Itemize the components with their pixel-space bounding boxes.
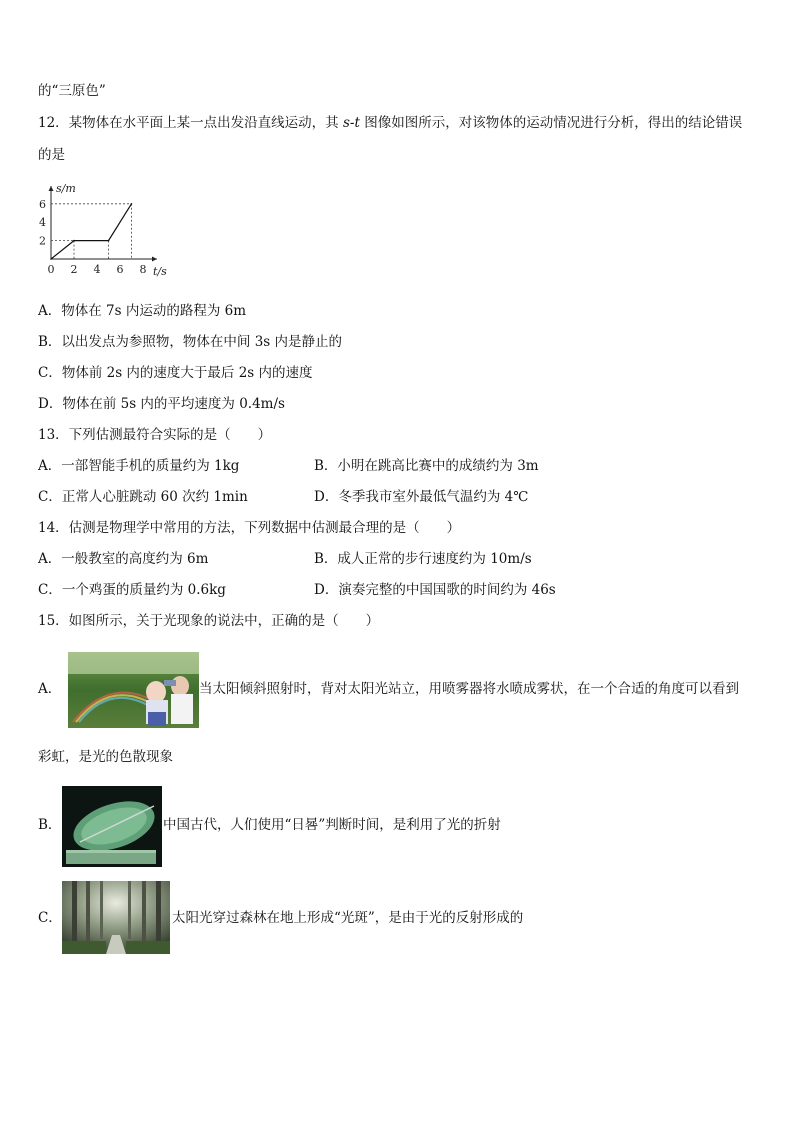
s-t-graph-svg <box>36 180 186 280</box>
y-axis-arrow <box>49 186 54 191</box>
rainbow-photo <box>68 652 199 728</box>
x-tick-label-8: 8 <box>139 263 147 276</box>
q15-option-c-label[interactable]: C． <box>38 910 62 926</box>
x-tick-label-6: 6 <box>116 263 124 276</box>
q12-stem-part2: 图像如图所示，对该物体的运动情况进行分析，得出的结论错误 <box>359 115 743 131</box>
q15-option-a-label[interactable]: A． <box>38 681 62 697</box>
x-tick-label-4: 4 <box>93 263 101 276</box>
q15-option-b-text: 中国古代，人们使用“日晷”判断时间，是利用了光的折射 <box>163 817 501 833</box>
forest-light-photo <box>62 881 170 954</box>
y-tick-label-6: 6 <box>39 197 46 211</box>
x-axis-label: t/s <box>153 265 167 278</box>
q15-stem: 15．如图所示，关于光现象的说法中，正确的是（ ） <box>38 613 380 629</box>
data-point-0 <box>50 258 52 260</box>
q13-option-c[interactable]: C．正常人心脏跳动 60 次约 1min <box>38 489 248 505</box>
q13-option-b[interactable]: B．小明在跳高比赛中的成绩约为 3m <box>314 458 539 474</box>
y-axis-label: s/m <box>56 182 76 195</box>
q12-option-b[interactable]: B．以出发点为参照物，物体在中间 3s 内是静止的 <box>38 334 343 350</box>
x-axis-arrow <box>152 257 157 262</box>
y-tick-label-4: 4 <box>39 216 46 230</box>
q15-option-a-text-line1: 当太阳倾斜照射时，背对太阳光站立，用喷雾器将水喷成雾状，在一个合适的角度可以看到 <box>199 681 739 697</box>
q13-option-a[interactable]: A．一部智能手机的质量约为 1kg <box>38 458 240 474</box>
data-point-3 <box>131 203 133 205</box>
data-point-2 <box>108 240 110 242</box>
q12-option-a[interactable]: A．物体在 7s 内运动的路程为 6m <box>38 303 247 319</box>
q15-option-c-text: 太阳光穿过森林在地上形成“光斑”，是由于光的反射形成的 <box>172 910 524 926</box>
y-tick-label-2: 2 <box>39 234 46 248</box>
q15-option-a-text-line2: 彩虹，是光的色散现象 <box>38 749 173 765</box>
q14-option-d[interactable]: D．演奏完整的中国国歌的时间约为 46s <box>314 582 556 598</box>
data-point-1 <box>73 240 75 242</box>
q12-variable: s-t <box>342 115 360 131</box>
x-tick-label-0: 0 <box>47 263 55 276</box>
q14-option-c[interactable]: C．一个鸡蛋的质量约为 0.6kg <box>38 582 226 598</box>
q12-stem-part1: 12．某物体在水平面上某一点出发沿直线运动，其 <box>38 115 343 131</box>
q12-stem-line1 <box>38 113 742 133</box>
q12-option-c[interactable]: C．物体前 2s 内的速度大于最后 2s 内的速度 <box>38 365 313 381</box>
q12-stem-line2: 的是 <box>38 147 65 163</box>
q14-stem: 14．估测是物理学中常用的方法，下列数据中估测最合理的是（ ） <box>38 520 461 536</box>
q15-option-b-label[interactable]: B． <box>38 817 62 833</box>
q13-stem: 13．下列估测最符合实际的是（ ） <box>38 427 272 443</box>
previous-question-tail: 的“三原色” <box>38 83 106 99</box>
q12-option-d[interactable]: D．物体在前 5s 内的平均速度为 0.4m/s <box>38 396 285 412</box>
x-tick-label-2: 2 <box>70 263 78 276</box>
q13-option-d[interactable]: D．冬季我市室外最低气温约为 4℃ <box>314 489 529 505</box>
s-t-graph <box>36 180 186 280</box>
series-line <box>51 204 132 259</box>
sundial-photo <box>62 786 162 867</box>
q14-option-a[interactable]: A．一般教室的高度约为 6m <box>38 551 209 567</box>
q14-option-b[interactable]: B．成人正常的步行速度约为 10m/s <box>314 551 532 567</box>
